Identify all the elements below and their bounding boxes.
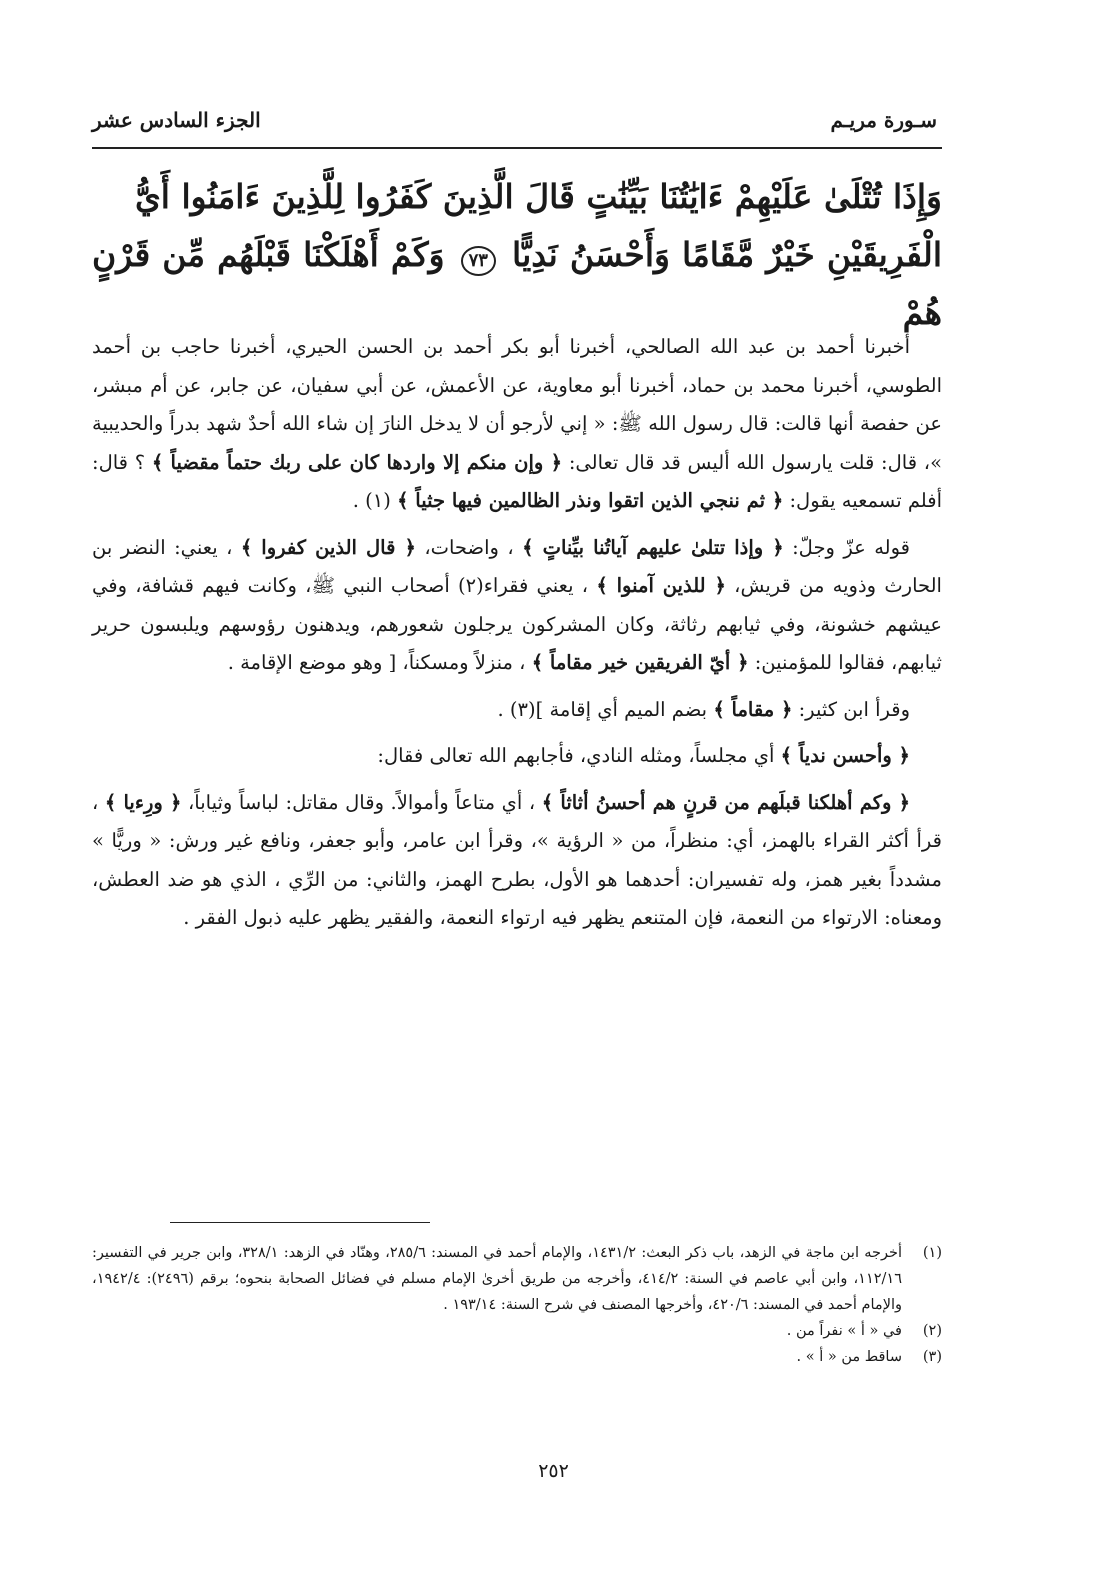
surah-title: سـورة مريـم [830,108,937,132]
footnote-item [92,1240,942,1318]
verse-quote: ﴿ وكم أهلكنا قبلَهم من قرنٍ هم أحسنُ أثاثاً ﴾ [541,790,910,814]
footnote-text: ساقط من « أ » . [796,1349,902,1365]
text-run: أخبرنا أحمد بن عبد الله الصالحي، أخبرنا أبو بكر أحمد بن الحسن الحيري، أخبرنا حاجب بن أحمد الطوسي، أخبرنا محمد بن حماد، أخبرنا أبو معاوية، عن الأعمش، عن أبي سفيان، عن جابر، عن أم مبشر، عن حفصة أنها قالت: قال رسول الله ﷺ: « إني لأرجو أن لا يدخل النارَ إن شاء الله أحدٌ شهد بدراً والحديبية »، قال: قلت يارسول الله أليس قد قال تعالى: [92,335,942,474]
verse-quote: ﴿ وأحسن ندياً ﴾ [780,744,910,767]
quran-line-2 [92,226,942,342]
paragraph-hadith [92,328,942,521]
quran-verse-block [92,168,942,342]
text-run: ، منزلاً ومسكناً، [ وهو موضع الإقامة . [227,651,526,674]
text-run: ، يعني فقراء(٢) أصحاب النبي ﷺ، وكانت فيهم قشافة، وفي عيشهم خشونة، وفي ثيابهم رثاثة، وكان المشركون يرجلون شعورهم، ويدهنون رؤوسهم ويلبسون حرير ثيابهم، فقالوا للمؤمنين: [92,574,942,674]
footnote-ref: (١) . [352,489,391,512]
juz-title: الجزء السادس عشر [92,108,261,132]
quran-line-1: وَإِذَا تُتْلَىٰ عَلَيْهِمْ ءَايَٰتُنَا بَيِّنَٰتٍ قَالَ الَّذِينَ كَفَرُوا لِلَّذِينَ ءَامَنُوا أَيُّ [134,177,942,216]
footnote-text: في « أ » نفراً من . [786,1323,902,1339]
quran-line-2a: الْفَرِيقَيْنِ خَيْرٌ مَّقَامًا وَأَحْسَنُ نَدِيًّا [512,235,942,274]
footnote-item [92,1344,942,1370]
header-divider [92,147,942,149]
paragraph-commentary-3 [92,737,942,776]
commentary-text [92,328,942,946]
footnote-item [92,1318,942,1344]
text-run: ، أي متاعاً وأموالاً. وقال مقاتل: لباساً وثياباً، [188,790,536,814]
verse-quote: ﴿ ثم ننجي الذين اتقوا ونذر الظالمين فيها جثياً ﴾ [397,489,784,512]
text-run: ، يعني: النضر بن الحارث وذويه من قريش، [92,535,942,597]
text-run: وقرأ ابن كثير: [798,697,910,721]
paragraph-commentary-2 [92,691,942,730]
page-number: ٢٥٢ [538,1460,569,1482]
footnote-text: أخرجه ابن ماجة في الزهد، باب ذكر البعث: ١٤٣١/٢، والإمام أحمد في المسند: ٢٨٥/٦، وهنّاد في الزهد: ٣٢٨/١، وابن جرير في التفسير: ١١٢/١٦، وابن أبي عاصم في السنة: ٤١٤/٢، وأخرجه من طريق أخرىٰ الإمام مسلم في فضائل الصحابة بنحوه؛ برقم (٢٤٩٦): ١٩٤٢/٤، والإمام أحمد في المسند: ٤٢٠/٦، وأخرجها المصنف في شرح السنة: ١٩٣/١٤ . [92,1245,903,1313]
verse-quote: ﴿ وإن منكم إلا واردها كان على ربك حتماً مقضياً ﴾ [151,450,563,474]
running-header [92,100,937,140]
text-run: قوله عزّ وجلّ: [792,535,911,559]
footnote-number: (٢) [922,1323,942,1339]
quran-line-2b: وَكَمْ أَهْلَكْنَا قَبْلَهُم مِّن قَرْنٍ هُمْ [92,235,942,332]
footnote-divider [170,1222,430,1223]
verse-quote: ﴿ قال الذين كفروا ﴾ [240,535,416,559]
verse-quote: ﴿ وإذا تتلىٰ عليهم آياتُنا بيِّناتٍ ﴾ [522,535,784,559]
ayah-number-marker: ٧٣ [461,246,496,276]
verse-quote: ﴿ للذين آمنوا ﴾ [596,574,726,597]
verse-quote: ﴿ مقاماً ﴾ [713,697,793,721]
paragraph-commentary-1 [92,529,942,683]
verse-quote: ﴿ أيّ الفريقين خير مقاماً ﴾ [531,651,749,674]
text-run: ، واضحات، [424,535,514,559]
verse-quote: ﴿ ورِءيا ﴾ [104,790,182,814]
footnote-number: (١) [922,1245,942,1261]
text-run: أي مجلساً، ومثله النادي، فأجابهم الله تعالى فقال: [377,744,775,767]
text-run: بضم الميم أي إقامة ](٣) . [497,697,708,721]
text-run: ؟ قال: أفلم تسمعيه يقول: [92,450,942,512]
footnotes [92,1240,942,1370]
text-run: ، قرأ أكثر القراء بالهمز، أي: منظراً، من « الرؤية »، وقرأ ابن عامر، وأبو جعفر، ونافع غير ورش: « وريًّا » مشدداً بغير همز، وله تفسيران: أحدهما هو الأول، بطرح الهمز، والثاني: من الرِّي ، الذي هو ضد العطش، ومعناه: الارتواء من النعمة، فإن المتنعم يظهر فيه ارتواء النعمة، والفقير يظهر عليه ذبول الفقر . [92,790,942,929]
paragraph-commentary-4 [92,784,942,938]
footnote-number: (٣) [922,1349,942,1365]
